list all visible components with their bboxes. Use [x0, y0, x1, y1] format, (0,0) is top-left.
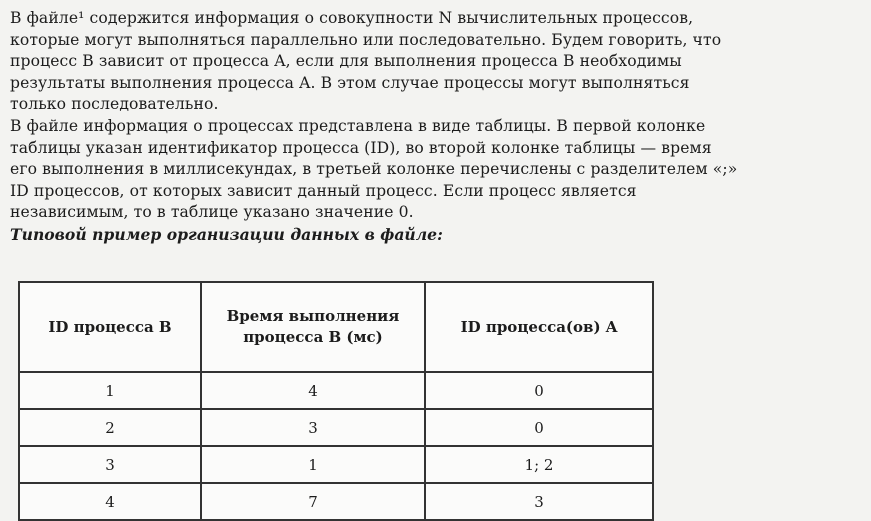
cell-id: 3 [19, 446, 201, 483]
line: его выполнения в миллисекундах, в третьей колонке перечислены с разделителем «;» [10, 160, 738, 179]
cell-id: 4 [19, 483, 201, 520]
cell-time: 7 [201, 483, 425, 520]
paragraph-2 [10, 116, 858, 224]
line: процесс B зависит от процесса A, если для выполнения процесса B необходимы [10, 52, 682, 71]
table-header-row [19, 282, 653, 372]
table-row [19, 483, 653, 520]
paragraph-1 [10, 8, 858, 116]
line: таблицы указан идентификатор процесса (ID), во второй колонке таблицы — время [10, 138, 712, 157]
line: которые могут выполняться параллельно или последовательно. Будем говорить, что [10, 30, 722, 49]
line: только последовательно. [10, 95, 219, 114]
cell-time: 3 [201, 409, 425, 446]
line: независимым, то в таблице указано значение 0. [10, 203, 414, 222]
header-time-b: Время выполнения процесса B (мс) [201, 282, 425, 372]
table-row [19, 372, 653, 409]
header-id-b: ID процесса B [19, 282, 201, 372]
cell-time: 1 [201, 446, 425, 483]
cell-deps: 1; 2 [425, 446, 653, 483]
header-id-a: ID процесса(ов) A [425, 282, 653, 372]
table-caption: Типовой пример организации данных в файле: [10, 224, 443, 244]
process-table [18, 281, 654, 521]
cell-id: 1 [19, 372, 201, 409]
line: В файле информация о процессах представлена в виде таблицы. В первой колонке [10, 116, 706, 135]
cell-time: 4 [201, 372, 425, 409]
table-row [19, 409, 653, 446]
cell-deps: 3 [425, 483, 653, 520]
line: результаты выполнения процесса A. В этом случае процессы могут выполняться [10, 73, 690, 92]
table-row [19, 446, 653, 483]
line: В файле¹ содержится информация о совокупности N вычислительных процессов, [10, 9, 694, 27]
cell-deps: 0 [425, 409, 653, 446]
line: ID процессов, от которых зависит данный процесс. Если процесс является [10, 181, 637, 200]
text-block [10, 8, 858, 246]
cell-id: 2 [19, 409, 201, 446]
cell-deps: 0 [425, 372, 653, 409]
